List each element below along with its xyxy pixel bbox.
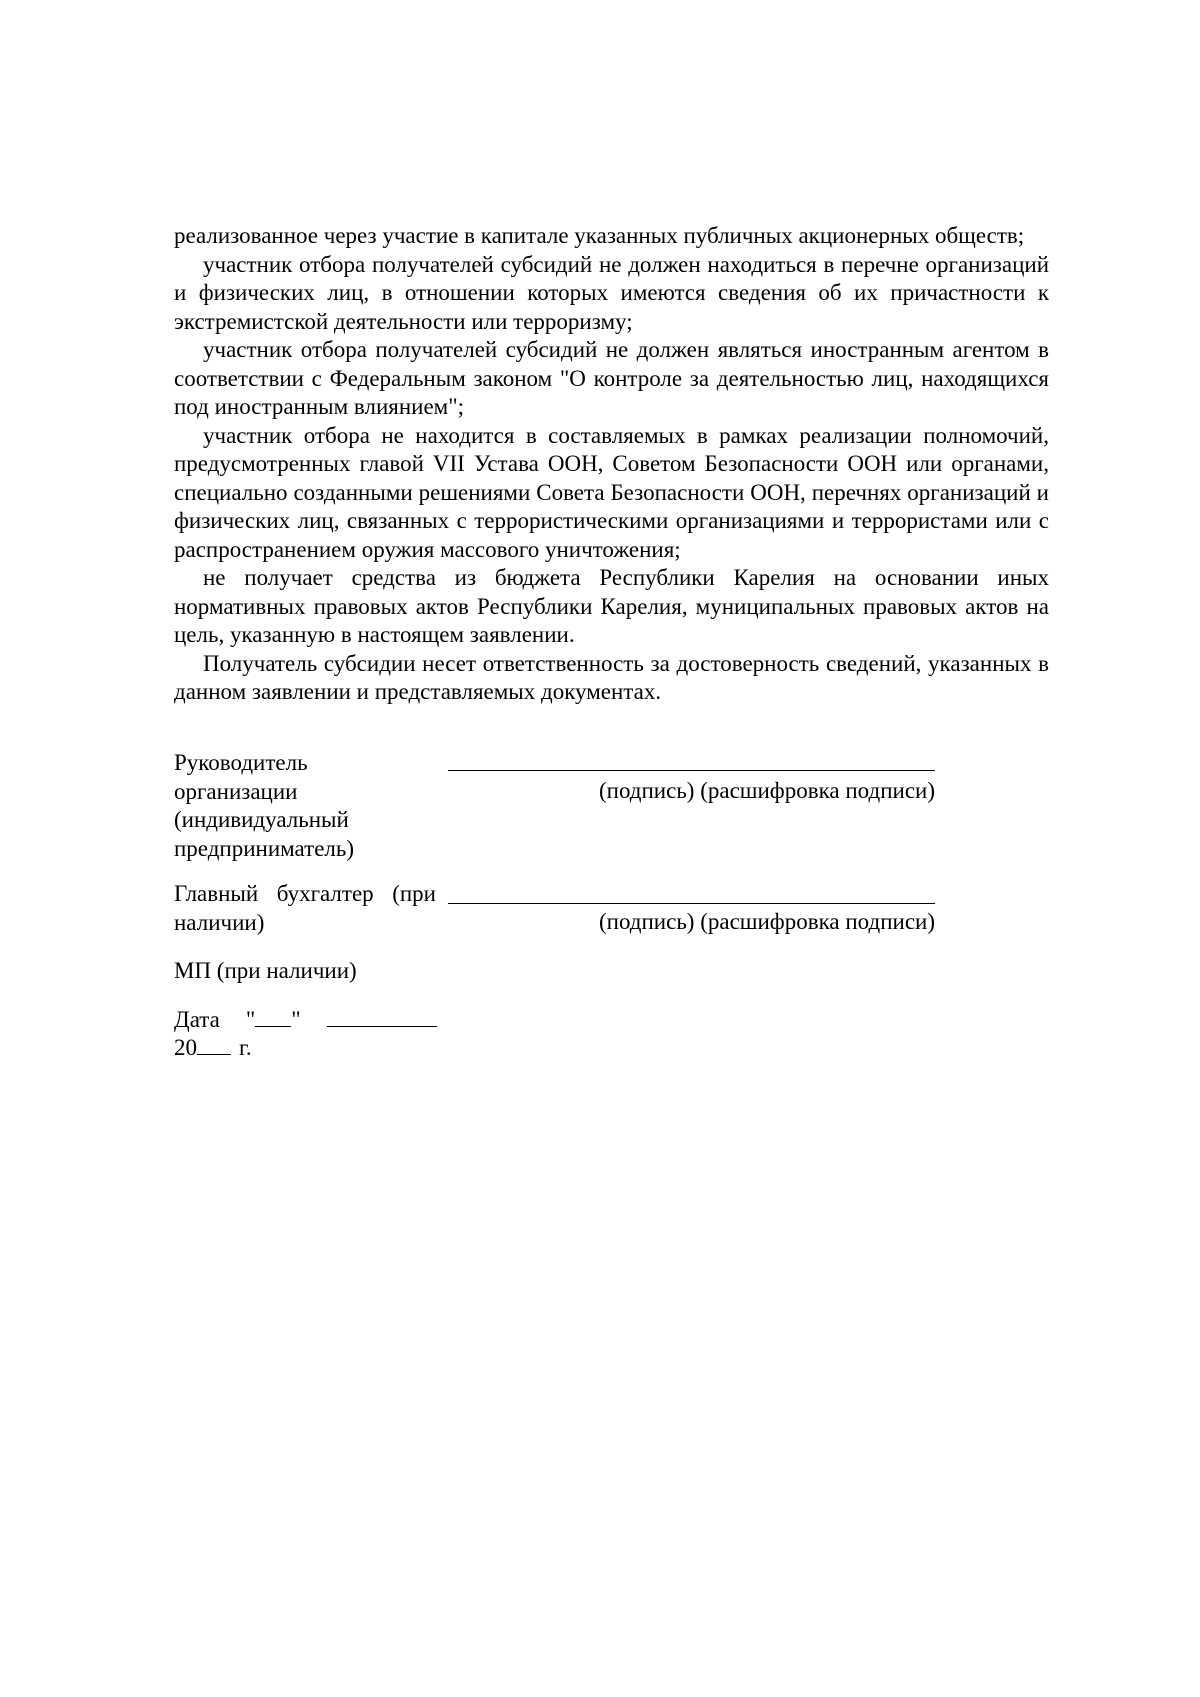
date-close-quote: " [291, 1007, 301, 1032]
date-row [174, 1006, 437, 1035]
paragraph-budget-funds: не получает средства из бюджета Республики Карелия на основании иных нормативных правовых актов Республики Карелия, муниципальных правовых актов на цель, указанную в настоящем заявлении. [174, 565, 1049, 647]
day-blank [255, 1008, 291, 1027]
paragraph-foreign-agent: участник отбора получателей субсидий не должен являться иностранным агентом в соответствии с Федеральным законом "О контроле за деятельностью лиц, находящихся под иностранным влиянием"; [174, 337, 1049, 419]
year-suffix: г. [239, 1035, 252, 1060]
date-label: Дата [174, 1007, 220, 1032]
head-signature-caption: (подпись) (расшифровка подписи) [598, 778, 935, 803]
paragraph-extremism-list: участник отбора получателей субсидий не должен находиться в перечне организаций и физических лиц, в отношении которых имеются сведения об их причастности к экстремистской деятельности или терроризму; [174, 251, 1049, 334]
accountant-signature-caption: (подпись) (расшифровка подписи) [598, 909, 935, 934]
month-blank [327, 1008, 437, 1027]
year-prefix: 20 [174, 1035, 197, 1060]
head-signature-line [448, 770, 935, 771]
paragraph-un-lists: участник отбора не находится в составляемых в рамках реализации полномочий, предусмотренных главой VII Устава ООН, Советом Безопасности ООН или органами, специально созданными решениями Совета Безопасности ООН, перечнях организаций и физических лиц, связанных с террористическими организациями и террористами или с распространением оружия массового уничтожения; [174, 422, 1049, 562]
paragraph-continuation: реализованное через участие в капитале указанных публичных акционерных обществ; [174, 223, 1025, 248]
year-row [174, 1034, 252, 1063]
paragraph-responsibility: Получатель субсидии несет ответственность за достоверность сведений, указанных в данном заявлении и представляемых документах. [174, 650, 1049, 704]
accountant-signature-line [448, 903, 935, 904]
year-blank [197, 1036, 231, 1055]
stamp-note: МП (при наличии) [174, 958, 357, 983]
date-open-quote: " [245, 1007, 256, 1032]
head-signature-label: Руководитель организации (индивидуальный предприниматель) [174, 750, 355, 861]
document-body [174, 222, 1049, 707]
accountant-signature-label: Главный бухгалтер (при наличии) [174, 881, 436, 935]
